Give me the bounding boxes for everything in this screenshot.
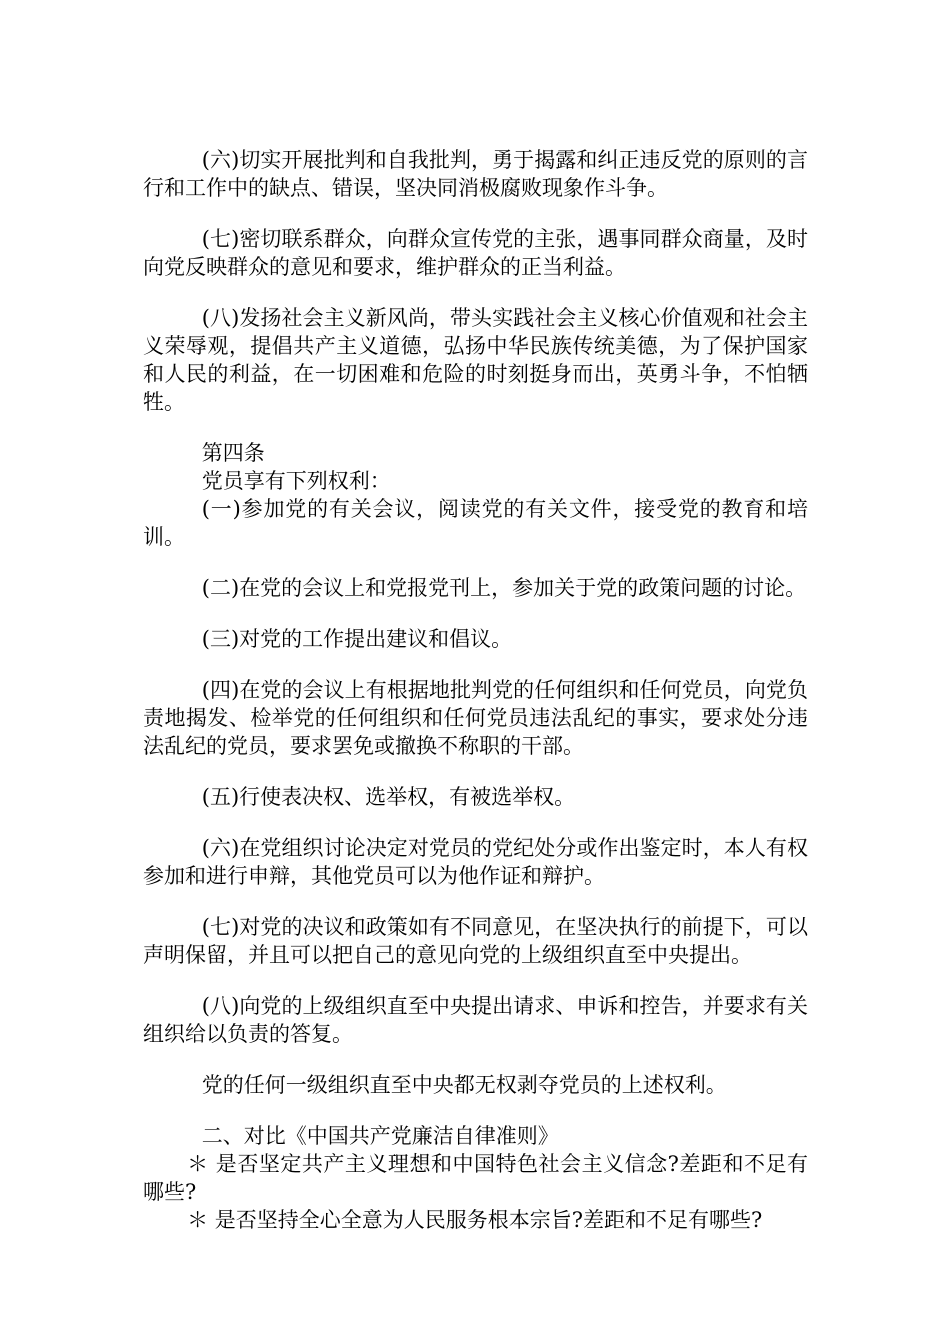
section2-heading: 二、对比《中国共产党廉洁自律准则》 <box>201 1124 559 1148</box>
article-intro: 党员享有下列权利： <box>201 469 391 493</box>
right-item-3: (三)对党的工作提出建议和倡议。 <box>201 627 513 651</box>
document-body <box>143 146 808 1234</box>
article-closing: 党的任何一级组织直至中央都无权剥夺党员的上述权利。 <box>201 1073 727 1097</box>
right-item-8: (八)向党的上级组织直至中央提出请求、申诉和控告，并要求有关组织给以负责的答复。 <box>143 994 808 1046</box>
right-item-5: (五)行使表决权、选举权，有被选举权。 <box>201 785 576 809</box>
paragraph-duty-7: (七)密切联系群众，向群众宣传党的主张，遇事同群众商量，及时向党反映群众的意见和要求，维护群众的正当利益。 <box>143 227 808 279</box>
right-item-2: (二)在党的会议上和党报党刊上，参加关于党的政策问题的讨论。 <box>201 576 807 600</box>
right-item-1: (一)参加党的有关会议，阅读党的有关文件，接受党的教育和培训。 <box>143 497 808 549</box>
paragraph-duty-6: (六)切实开展批判和自我批判，勇于揭露和纠正违反党的原则的言行和工作中的缺点、错误，坚决同消极腐败现象作斗争。 <box>143 148 808 200</box>
paragraph-duty-8: (八)发扬社会主义新风尚，带头实践社会主义核心价值观和社会主义荣辱观，提倡共产主义道德，弘扬中华民族传统美德，为了保护国家和人民的利益，在一切困难和危险的时刻挺身而出，英勇斗争，不怕牺牲。 <box>143 306 808 414</box>
section2-bullet-2: ＊ 是否坚持全心全意为人民服务根本宗旨?差距和不足有哪些? <box>187 1208 763 1232</box>
right-item-6: (六)在党组织讨论决定对党员的党纪处分或作出鉴定时，本人有权参加和进行申辩，其他党员可以为他作证和辩护。 <box>143 836 808 888</box>
section2-bullet-1: ＊ 是否坚定共产主义理想和中国特色社会主义信念?差距和不足有哪些? <box>143 1152 808 1204</box>
right-item-7: (七)对党的决议和政策如有不同意见，在坚决执行的前提下，可以声明保留，并且可以把自己的意见向党的上级组织直至中央提出。 <box>143 915 808 967</box>
right-item-4: (四)在党的会议上有根据地批判党的任何组织和任何党员，向党负责地揭发、检举党的任何组织和任何党员违法乱纪的事实，要求处分违法乱纪的党员，要求罢免或撤换不称职的干部。 <box>143 678 808 758</box>
article-heading: 第四条 <box>201 441 265 465</box>
